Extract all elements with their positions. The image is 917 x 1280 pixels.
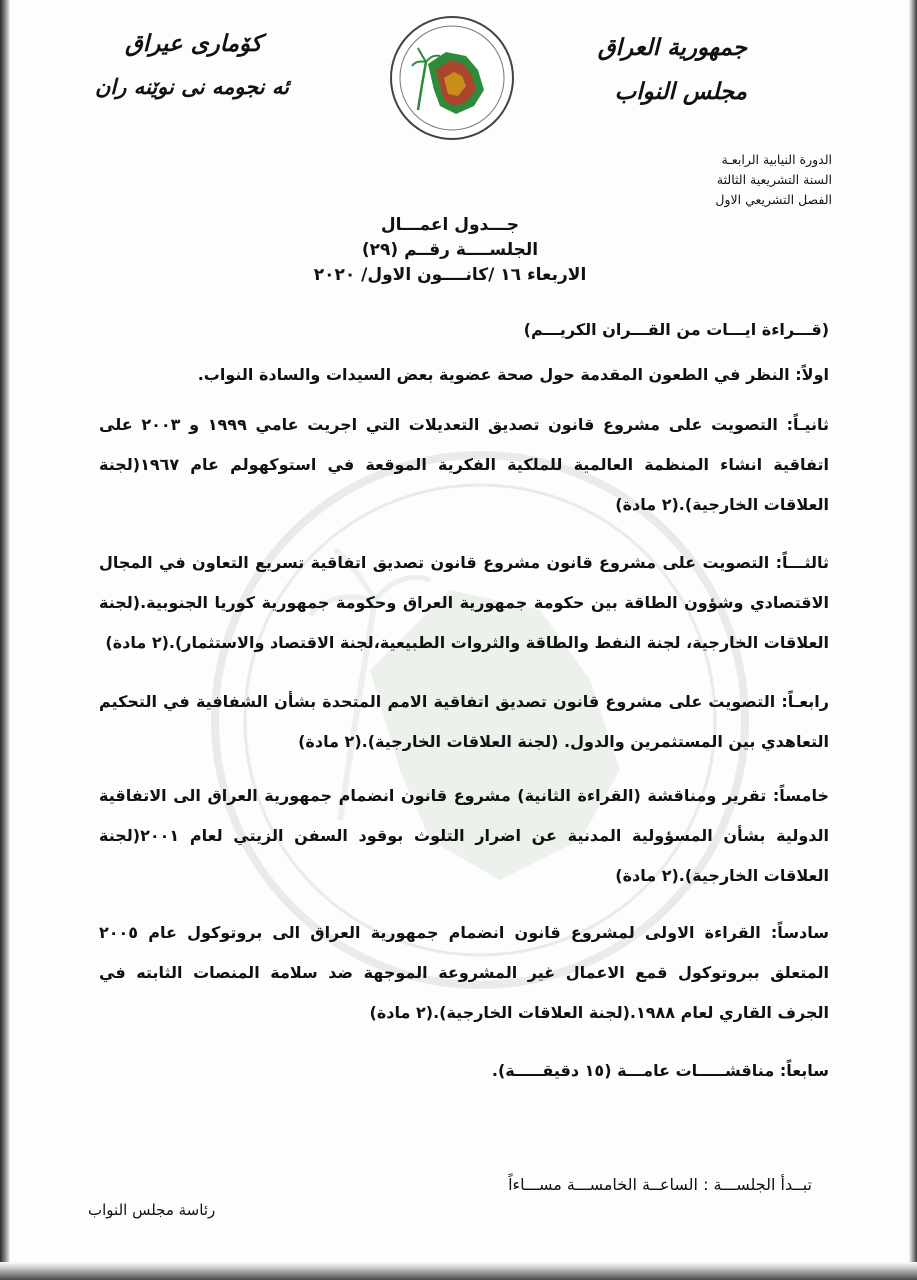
header-parliament-kurdish: ئه نجومه نى نوێنه ران	[95, 74, 289, 99]
session-info	[715, 150, 832, 210]
item-label: سابعاً:	[779, 1061, 829, 1080]
session-start-time: تبــدأ الجلســـة : الساعــة الخامســـة مســـاءاً	[508, 1175, 812, 1194]
session-chapter: الفصل التشريعي الاول	[715, 192, 832, 207]
item-text: القراءة الاولى لمشروع قانون انضمام جمهورية العراق الى بروتوكول عام ٢٠٠٥ المتعلق ببروتوكول قمع الاعمال غير المشروعة الموجهة ضد سلامة المنصات الثابته في الجرف القاري لعام ١٩٨٨.(لجنة العلاقات الخارجية).(٢ مادة)	[99, 923, 829, 1022]
scan-edge-right	[909, 0, 917, 1280]
agenda-item-5	[99, 776, 829, 896]
item-label: سادساً:	[770, 923, 829, 942]
signature-presidency: رئاسة مجلس النواب	[88, 1201, 216, 1219]
agenda-item-3	[99, 543, 829, 663]
session-date: الاربعاء ١٦ /كانــــون الاول/ ٢٠٢٠	[313, 265, 587, 285]
agenda-item-4	[99, 682, 829, 762]
agenda-item-6	[99, 913, 829, 1033]
item-text: النظر في الطعون المقدمة حول صحة عضوية بعض السيدات والسادة النواب.	[197, 365, 790, 384]
item-label: ثانيـاً:	[786, 415, 830, 434]
item-label: اولاً:	[795, 365, 829, 384]
agenda-item-1	[99, 355, 829, 395]
item-label: خامساً:	[772, 786, 829, 805]
header-republic-kurdish: كۆمارى عیراق	[125, 30, 262, 57]
header-republic-arabic: جمهورية العراق	[597, 34, 747, 61]
item-text: التصويت على مشروع قانون تصديق التعديلات التي اجريت عامي ١٩٩٩ و ٢٠٠٣ على اتفاقية انشاء المنظمة العالمية للملكية الفكرية الموقعة في استوكهولم عام ١٩٦٧(لجنة العلاقات الخارجية).(٢ مادة)	[99, 415, 829, 514]
item-text: مناقشـــــات عامـــة (١٥ دقيقـــــة).	[491, 1061, 775, 1080]
parliament-logo	[388, 14, 516, 142]
session-term: الدورة النيابية الرابعـة	[721, 152, 832, 167]
header-parliament-arabic: مجلس النواب	[614, 78, 747, 105]
item-text: التصويت على مشروع قانون مشروع قانون تصديق اتفاقية تسريع التعاون في المجال الاقتصادي وشؤون الطاقة بين حكومة جمهورية العراق وحكومة جمهورية كوريا الجنوبية.(لجنة العلاقات الخارجية، لجنة النفط والطاقة والثروات الطبيعية،لجنة الاقتصاد والاستثمار).(٢ مادة)	[99, 553, 829, 652]
agenda-title: جـــدول اعمـــال	[380, 215, 520, 235]
session-year: السنة التشريعية الثالثة	[716, 172, 832, 187]
quran-reading: (قـــراءة ايـــات من القـــران الكريـــم)	[523, 320, 829, 339]
agenda-item-7	[99, 1051, 829, 1091]
item-text: تقرير ومناقشة (القراءة الثانية) مشروع قانون انضمام جمهورية العراق الى الاتفاقية الدولية بشأن المسؤولية المدنية عن اضرار التلوث بوقود السفن الزيتي لعام ٢٠٠١(لجنة العلاقات الخارجية).(٢ مادة)	[99, 786, 829, 885]
scan-edge-bottom	[0, 1262, 917, 1280]
item-label: رابعـاً:	[781, 692, 829, 711]
item-label: ثالثـــاً:	[775, 553, 829, 572]
item-text: التصويت على مشروع قانون تصديق اتفاقية الامم المتحدة بشأن الشفافية في التحكيم التعاهدي بين المستثمرين والدول. (لجنة العلاقات الخارجية).(٢ مادة)	[99, 692, 829, 751]
session-number: الجلســــة رقــم (٢٩)	[361, 240, 539, 260]
agenda-item-2	[99, 405, 829, 525]
scan-edge-left	[0, 0, 10, 1280]
